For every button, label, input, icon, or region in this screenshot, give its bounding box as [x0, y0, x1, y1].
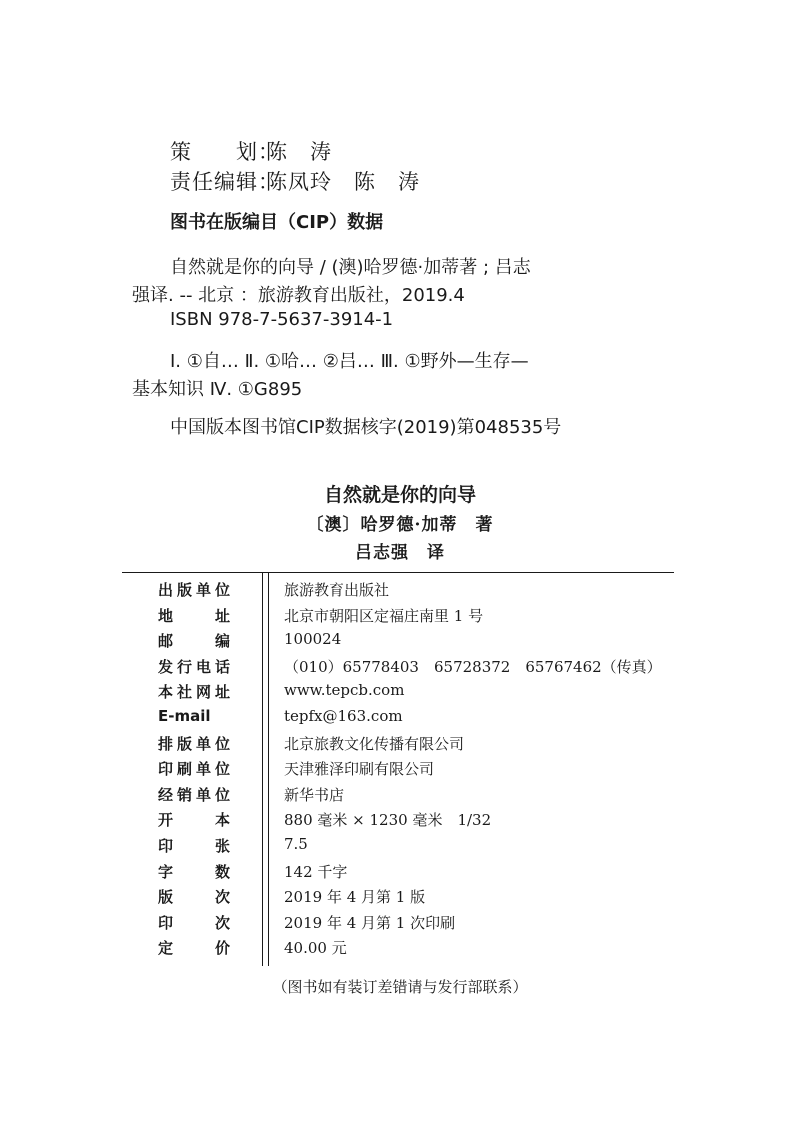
imprint-row [122, 784, 674, 810]
imprint-value: 142 千字 [284, 862, 348, 881]
imprint-row [122, 579, 674, 605]
imprint-row [122, 835, 674, 861]
imprint-value: 旅游教育出版社 [284, 581, 390, 599]
imprint-label: 排版单位 [158, 734, 230, 753]
imprint-value: 880 毫米 × 1230 毫米 1/32 [284, 811, 492, 830]
imprint-row [122, 861, 674, 887]
cip-line-1: 自然就是你的向导 / (澳)哈罗德·加蒂著 ; 吕志 [170, 257, 531, 278]
imprint-label: 开本 [158, 811, 230, 830]
imprint-label: 地址 [158, 606, 230, 625]
cip-line-isbn: ISBN 978-7-5637-3914-1 [170, 309, 394, 330]
imprint-value: www.tepcb.com [284, 681, 405, 700]
cip-line-2: 强译. -- 北京 ：旅游教育出版社，2019.4 [132, 285, 465, 306]
imprint-value: 北京市朝阳区定福庄南里 1 号 [284, 606, 484, 625]
imprint-label: 字数 [158, 862, 230, 881]
imprint-label: 经销单位 [158, 785, 230, 804]
imprint-label: E-mail [158, 707, 211, 725]
cip-line-record-number: 中国版本图书馆CIP数据核字(2019)第048535号 [170, 417, 562, 438]
imprint-value: 北京旅教文化传播有限公司 [284, 734, 465, 753]
imprint-label: 邮编 [158, 632, 230, 651]
credit-label: 策 划： [170, 140, 280, 164]
imprint-label: 发行电话 [158, 657, 230, 676]
imprint-label: 出版单位 [158, 581, 230, 599]
cip-line-classification-cont: 基本知识 Ⅳ. ①G895 [132, 379, 303, 400]
imprint-row [122, 758, 674, 784]
imprint-row [122, 681, 674, 707]
imprint-value: 2019 年 4 月第 1 次印刷 [284, 913, 456, 932]
imprint-label: 印刷单位 [158, 760, 230, 779]
imprint-label: 定价 [158, 939, 230, 958]
imprint-row [122, 656, 674, 682]
imprint-row [122, 886, 674, 912]
imprint-label: 印张 [158, 837, 230, 855]
imprint-value: 2019 年 4 月第 1 版 [284, 888, 426, 907]
credit-value: 陈 涛 [266, 140, 332, 164]
imprint-value: 天津雅泽印刷有限公司 [284, 760, 435, 779]
book-title: 自然就是你的向导 [323, 484, 476, 506]
imprint-value: 7.5 [284, 835, 308, 853]
imprint-top-rule [122, 572, 674, 573]
imprint-value: （010）65778403 65728372 65767462（传真） [284, 657, 662, 676]
credit-editor [170, 166, 420, 196]
imprint-label: 印次 [158, 913, 230, 932]
imprint-row [122, 605, 674, 631]
cip-line-classification: Ⅰ. ①自… Ⅱ. ①哈… ②吕… Ⅲ. ①野外—生存— [170, 351, 529, 372]
footnote: （图书如有装订差错请与发行部联系） [272, 978, 528, 996]
imprint-label: 版次 [158, 888, 230, 907]
imprint-value: tepfx@163.com [284, 707, 403, 725]
imprint-row [122, 630, 674, 656]
imprint-row [122, 707, 674, 733]
imprint-value: 新华书店 [284, 785, 345, 804]
credit-label: 责任编辑： [170, 170, 280, 194]
imprint-row [122, 912, 674, 938]
book-translator: 吕志强 译 [355, 543, 445, 563]
credit-value: 陈凤玲 陈 涛 [266, 170, 420, 194]
imprint-value: 100024 [284, 630, 342, 649]
imprint-row [122, 937, 674, 963]
credit-planner [170, 136, 332, 166]
imprint-row [122, 733, 674, 759]
imprint-row [122, 809, 674, 835]
cip-title: 图书在版编目（CIP）数据 [170, 212, 384, 233]
book-author: 〔澳〕哈罗德·加蒂 著 [306, 515, 494, 535]
imprint-value: 40.00 元 [284, 939, 347, 958]
imprint-label: 本社网址 [158, 683, 230, 702]
